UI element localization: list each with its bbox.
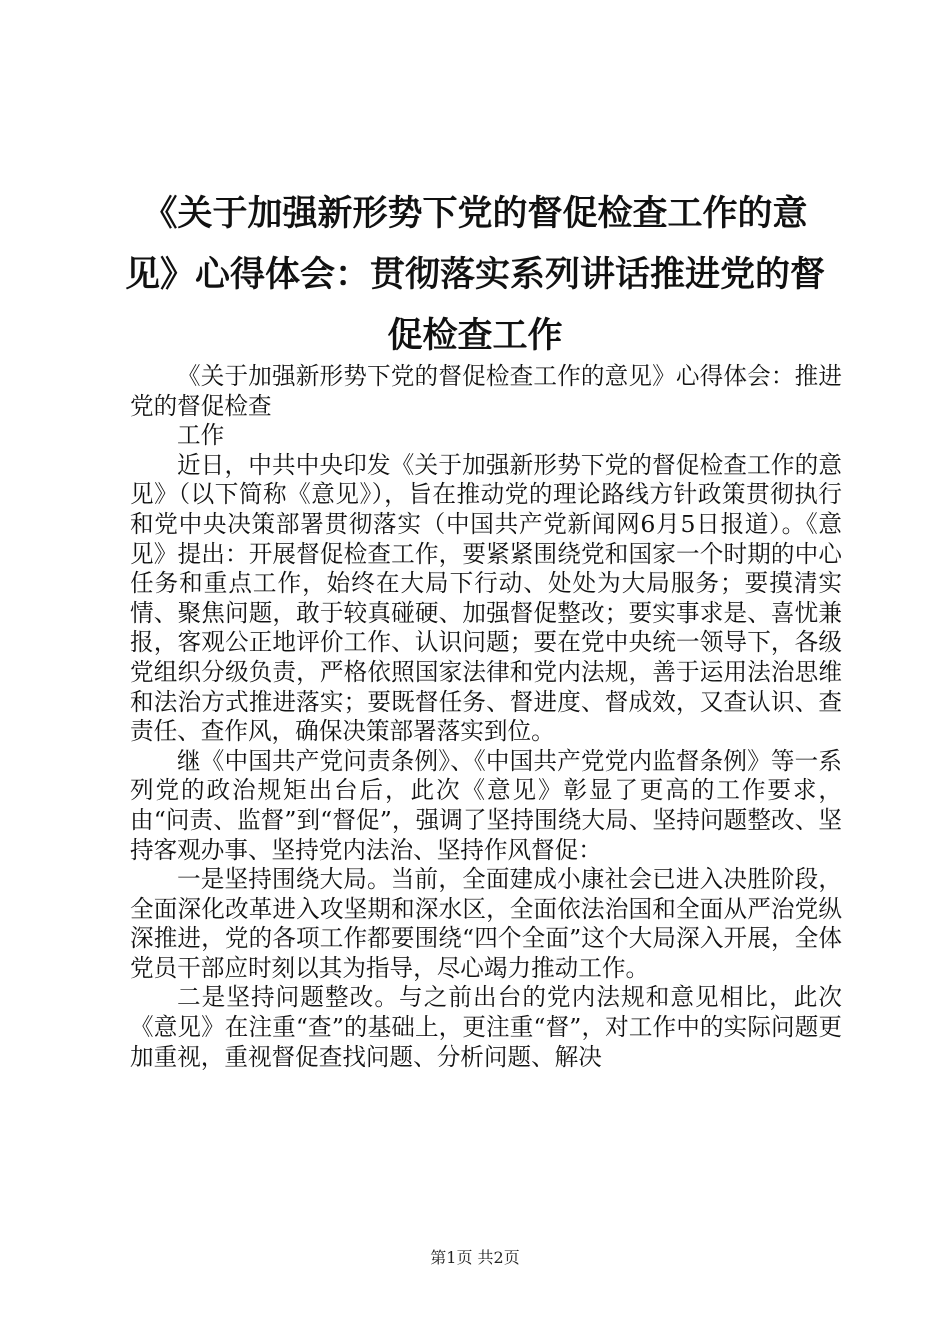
document-body [130,362,842,1072]
document-title [120,183,830,366]
paragraph-subtitle-cont: 工作 [177,421,225,450]
title-line: 见》心得体会：贯彻落实系列讲话推进党的督 [124,254,825,295]
title-line: 促检查工作 [387,315,563,356]
title-line: 《关于加强新形势下党的督促检查工作的意 [142,193,808,234]
paragraph: 继《中国共产党问责条例》、《中国共产党党内监督条例》等一系列党的政治规矩出台后，此次《意见》彰显了更高的工作要求，由“问责、监督”到“督促”，强调了坚持围绕大局、坚持问题整改、坚持客观办事、坚持党内法治、坚持作风督促： [130,746,842,864]
page-footer: 第1页 共2页 [430,1248,520,1267]
paragraph: 近日，中共中央印发《关于加强新形势下党的督促检查工作的意见》（以下简称《意见》），旨在推动党的理论路线方针政策贯彻执行和党中央决策部署贯彻落实（中国共产党新闻网6月5日报道）。《意见》提出：开展督促检查工作，要紧紧围绕党和国家一个时期的中心任务和重点工作，始终在大局下行动、处处为大局服务；要摸清实情、聚焦问题，敢于较真碰硬、加强督促整改；要实事求是、喜忧兼报，客观公正地评价工作、认识问题；要在党中央统一领导下，各级党组织分级负责，严格依照国家法律和党内法规，善于运用法治思维和法治方式推进落实；要既督任务、督进度、督成效，又查认识、查责任、查作风，确保决策部署落实到位。 [130,450,842,746]
paragraph: 二是坚持问题整改。与之前出台的党内法规和意见相比，此次《意见》在注重“查”的基础上，更注重“督”，对工作中的实际问题更加重视，重视督促查找问题、分析问题、解决 [130,983,842,1071]
paragraph: 一是坚持围绕大局。当前，全面建成小康社会已进入决胜阶段，全面深化改革进入攻坚期和深水区，全面依法治国和全面从严治党纵深推进，党的各项工作都要围绕“四个全面”这个大局深入开展，全体党员干部应时刻以其为指导，尽心竭力推动工作。 [130,865,842,982]
paragraph-subtitle: 《关于加强新形势下党的督促检查工作的意见》心得体会：推进党的督促检查 [130,362,842,420]
